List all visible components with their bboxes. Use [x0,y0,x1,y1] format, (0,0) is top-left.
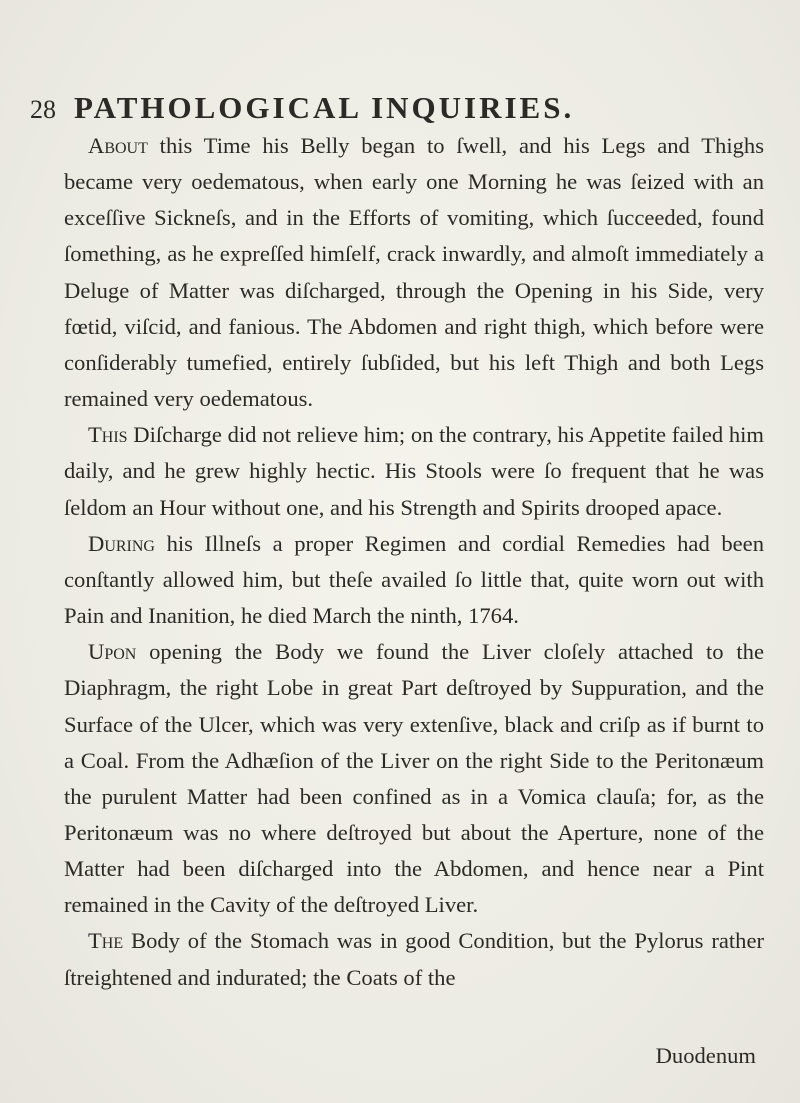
paragraph-lead-word: This [88,422,128,448]
running-head: PATHOLOGICAL INQUIRIES. [74,90,575,125]
body-text [64,128,764,996]
paragraph-lead-word: Upon [88,639,137,665]
paragraph-text: Diſcharge did not relieve him; on the contrary, his Appetite failed him daily, and he grew highly hectic. His Stools were ſo frequent that he was ſeldom an Hour without one, and his Strength and Spirits drooped apace. [64,422,764,520]
paragraph-text: Body of the Stomach was in good Condition, but the Pylorus rather ſtreightened and indurated; the Coats of the [64,928,764,990]
page-number: 28 [30,95,56,124]
paragraph-lead-word: During [88,530,155,556]
paragraph-text: this Time his Belly began to ſwell, and his Legs and Thighs became very oedematous, when early one Morning he was ſeized with an exceſſive Sickneſs, and in the Efforts of vomiting, which ſucceeded, found ſomething, as he expreſſed himſelf, crack inwardly, and almoſt immediately a Deluge of Matter was diſcharged, through the Opening in his Side, very fœtid, viſcid, and fanious. The Abdomen and right thigh, which before were conſiderably tumefied, entirely ſubſided, but his left Thigh and both Legs remained very oedematous. [64,133,764,412]
paragraph [64,634,764,923]
catchword: Duodenum [655,1043,756,1068]
paragraph-lead-word: About [88,133,148,158]
paragraph [64,526,764,634]
paragraph [64,128,764,417]
paragraph [64,923,764,995]
paragraph [64,417,764,525]
paragraph-text: opening the Body we found the Liver cloſely attached to the Diaphragm, the right Lobe in great Part deſtroyed by Suppuration, and the Surface of the Ulcer, which was very extenſive, black and criſp as if burnt to a Coal. From the Adhæſion of the Liver on the right Side to the Peritonæum the purulent Matter had been confined as in a Vomica clauſa; for, as the Peritonæum was no where deſtroyed but about the Aperture, none of the Matter had been diſcharged into the Abdomen, and hence near a Pint remained in the Cavity of the deſtroyed Liver. [64,639,764,918]
paragraph-text: his Illneſs a proper Regimen and cordial Remedies had been conſtantly allowed him, but theſe availed ſo little that, quite worn out with Pain and Inanition, he died March the ninth, 1764. [64,530,764,629]
paragraph-lead-word: The [88,928,124,954]
page-header [30,88,770,128]
